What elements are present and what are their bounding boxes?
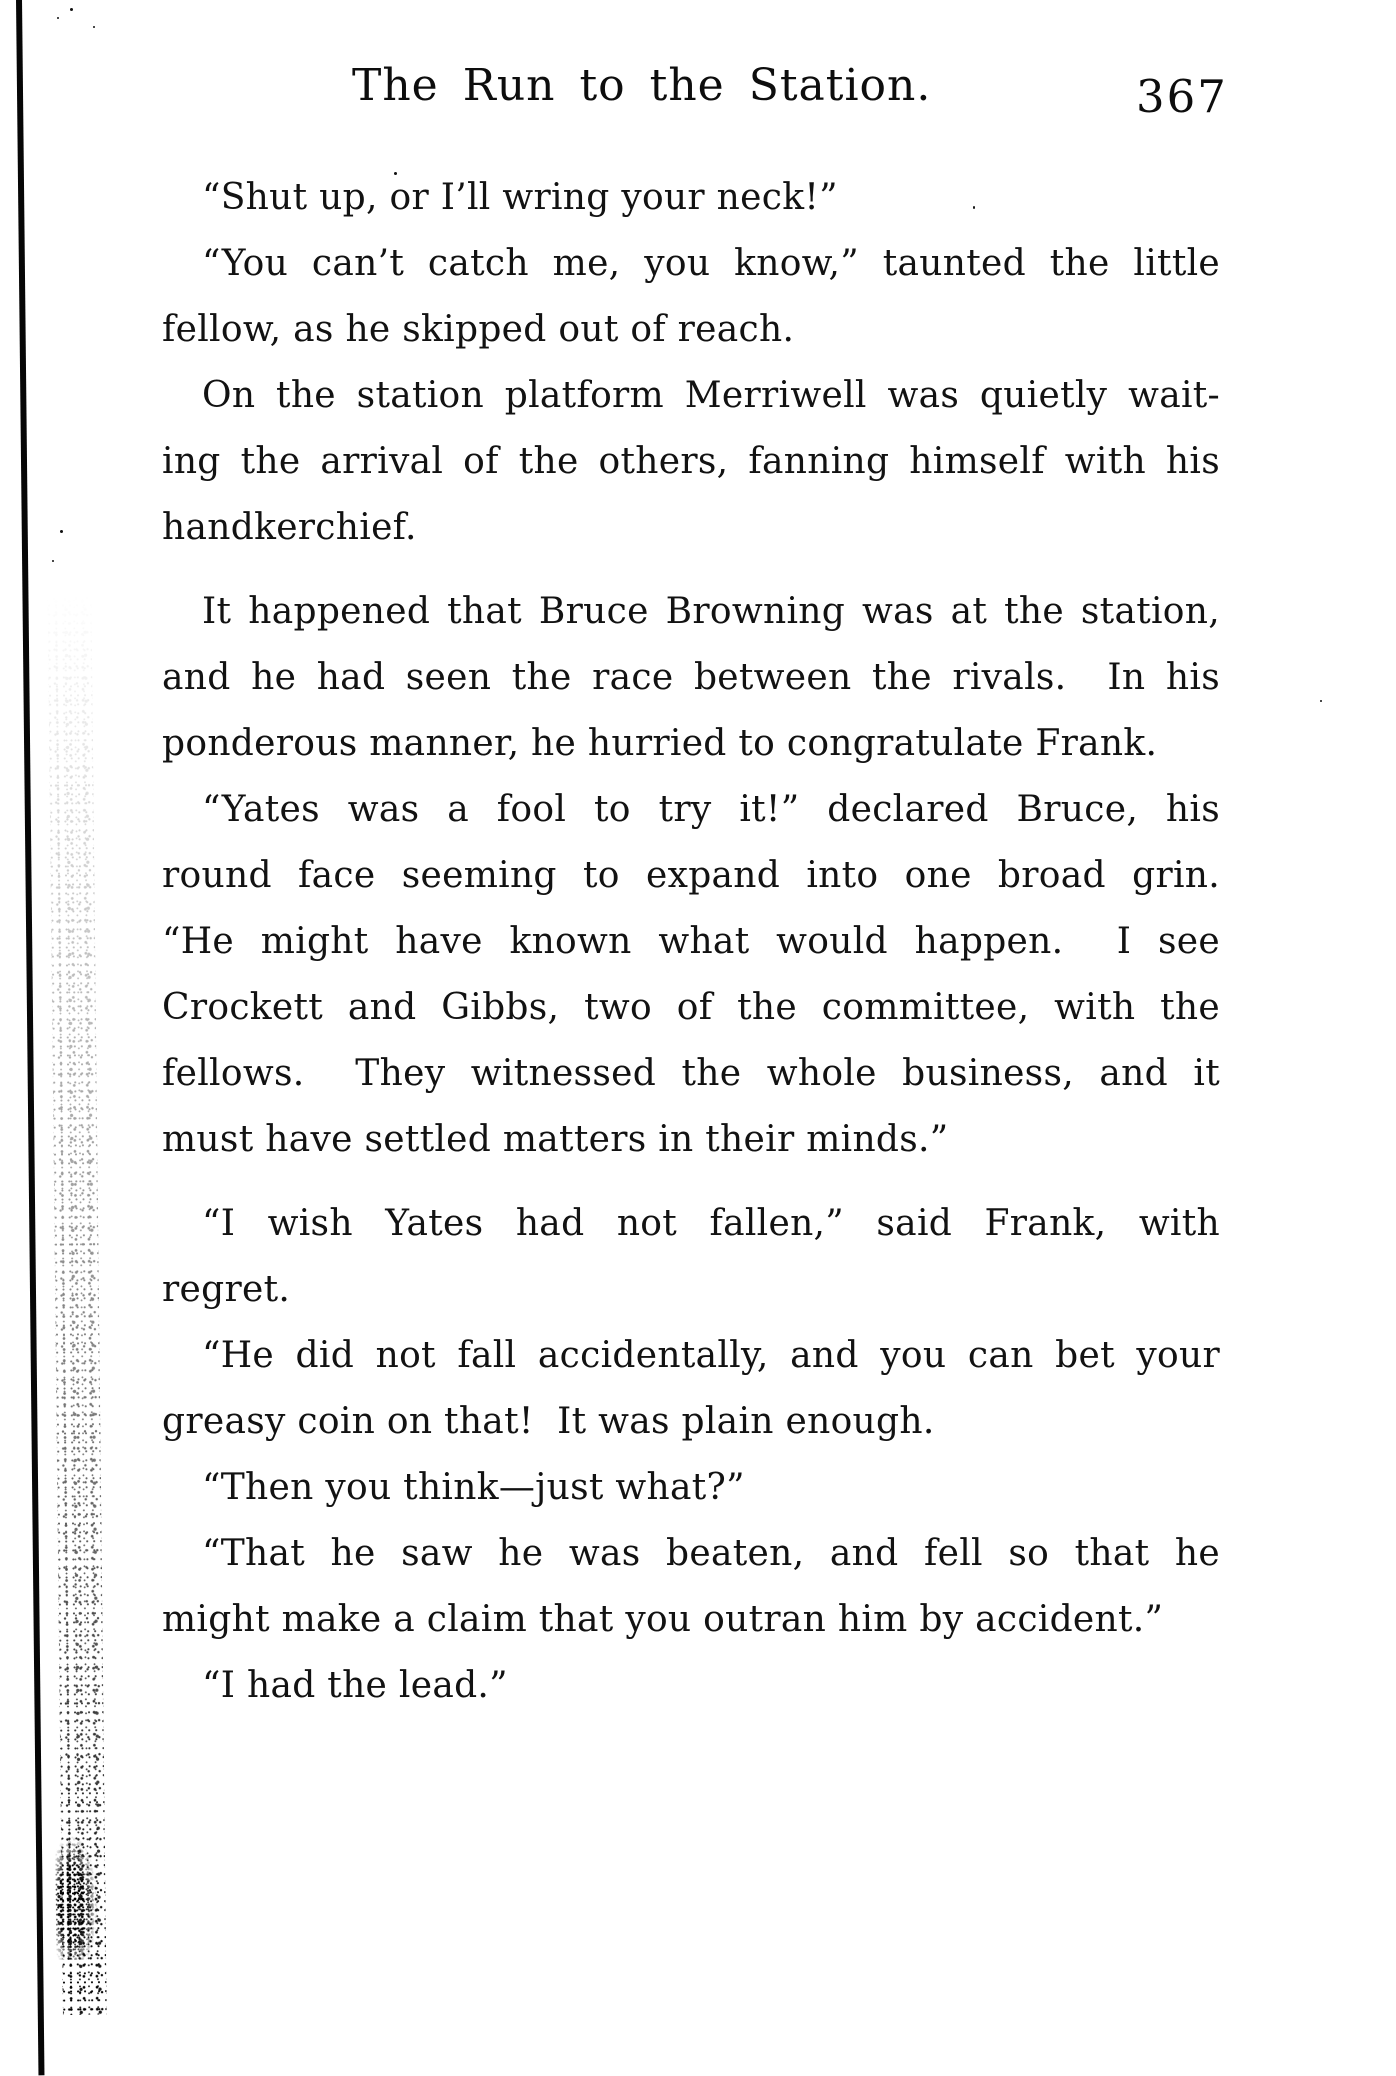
text-line: “I had the lead.”	[202, 1665, 508, 1706]
paragraph	[162, 231, 1220, 363]
paragraph	[162, 165, 1220, 231]
paragraph	[162, 1191, 1220, 1323]
scan-noise-blob	[55, 1835, 98, 1960]
text-line: and he had seen the race between the rivals. In his	[162, 657, 1220, 698]
scan-edge-artifacts	[0, 0, 141, 2076]
text-line: regret.	[162, 1269, 291, 1310]
text-line: “That he saw he was beaten, and fell so that he	[202, 1533, 1220, 1574]
text-line: It happened that Bruce Browning was at the station,	[202, 591, 1220, 632]
scan-noise-band	[47, 595, 106, 2015]
text-line: On the station platform Merriwell was quietly wait-	[202, 375, 1220, 416]
text-line: fellows. They witnessed the whole business, and it	[162, 1053, 1220, 1094]
text-line: “Shut up, or I’ll wring your neck!”	[202, 177, 838, 218]
page-number: 367	[1136, 70, 1228, 123]
text-line: “Yates was a fool to try it!” declared Bruce, his	[202, 789, 1220, 830]
text-line: must have settled matters in their minds.”	[162, 1119, 949, 1160]
paragraph	[162, 1653, 1220, 1719]
text-line: fellow, as he skipped out of reach.	[162, 309, 795, 350]
scan-speck	[57, 17, 59, 19]
running-title: The Run to the Station.	[352, 60, 932, 111]
paragraph	[162, 363, 1220, 561]
scan-speck	[70, 8, 73, 11]
text-line: round face seeming to expand into one broad grin.	[162, 855, 1220, 896]
paragraph	[162, 1323, 1220, 1455]
scan-speck	[1320, 700, 1322, 702]
text-line: ponderous manner, he hurried to congratulate Frank.	[162, 723, 1158, 764]
text-line: “Then you think—just what?”	[202, 1467, 745, 1508]
paragraph	[162, 579, 1220, 777]
text-line: handkerchief.	[162, 507, 417, 548]
text-line: greasy coin on that! It was plain enough.	[162, 1401, 935, 1442]
text-line: “You can’t catch me, you know,” taunted the little	[202, 243, 1220, 284]
text-line: “I wish Yates had not fallen,” said Frank, with	[202, 1203, 1220, 1244]
page-edge-line	[16, 0, 45, 2075]
text-line: “He might have known what would happen. I see	[162, 921, 1220, 962]
text-line: Crockett and Gibbs, two of the committee, with the	[162, 987, 1220, 1028]
text-block	[162, 165, 1220, 1719]
scan-speck	[93, 26, 95, 28]
text-line: ing the arrival of the others, fanning himself with his	[162, 441, 1220, 482]
paragraph	[162, 1455, 1220, 1521]
scan-speck	[60, 530, 63, 533]
text-line: might make a claim that you outran him by accident.”	[162, 1599, 1164, 1640]
paragraph	[162, 777, 1220, 1173]
paragraph	[162, 1521, 1220, 1653]
scan-speck	[52, 560, 54, 562]
text-line: “He did not fall accidentally, and you can bet your	[202, 1335, 1220, 1376]
